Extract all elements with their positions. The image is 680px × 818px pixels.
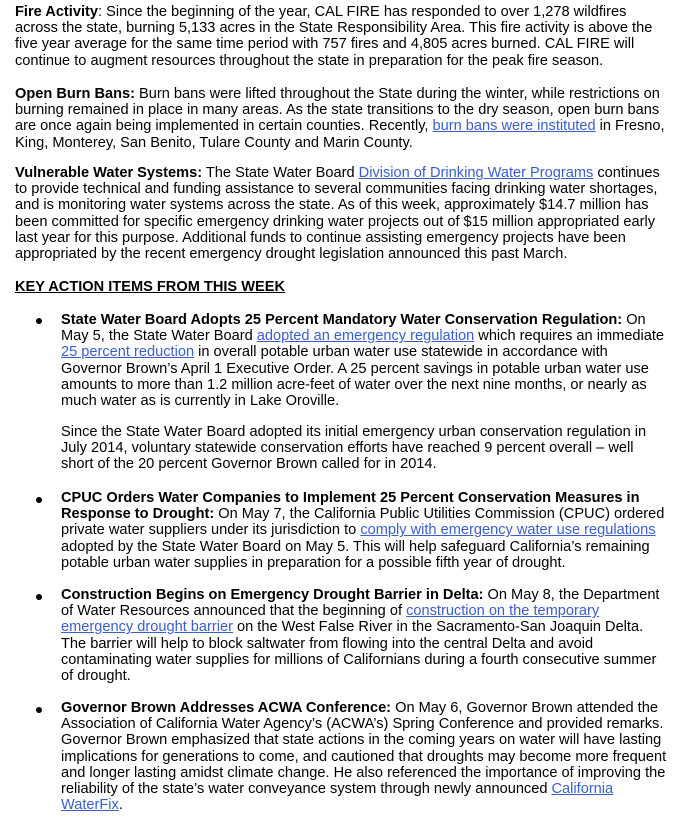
fire-activity-paragraph — [15, 4, 667, 69]
item-text: On May 7, the California Public Utilities Commission (CPUC) ordered private water suppliers under its jurisdiction to — [61, 506, 665, 539]
bullet-icon — [36, 594, 42, 600]
item-text: . — [118, 797, 123, 814]
drinking-water-programs-link[interactable]: Division of Drinking Water Programs — [358, 165, 594, 181]
bullet-icon — [36, 318, 42, 324]
vulnerable-water-text: The State Water Board — [202, 165, 359, 181]
list-item-continuation: Since the State Water Board adopted its initial emergency urban conservation regulation in July 2014, voluntary statewide conservation efforts have reached 9 percent overall – well short of the 20 percent Governor Brown called for in 2014. — [61, 424, 647, 473]
item-text: adopted by the State Water Board on May 5. This will help safeguard California’s remaining potable urban water supplies in preparation for a possible fifth year of drought. — [61, 538, 650, 571]
open-burn-bans-title: Open Burn Bans: — [15, 86, 135, 102]
item-text: On May 5, the State Water Board — [61, 312, 646, 345]
key-action-items-heading: KEY ACTION ITEMS FROM THIS WEEK — [15, 279, 285, 295]
item-text: which requires an immediate — [474, 328, 665, 345]
open-burn-bans-text: Burn bans were lifted throughout the State during the winter, while restrictions on burning remained in place in many areas. As the state transitions to the dry season, open burn bans are once again being implemented in certain counties. Recently, — [15, 86, 660, 135]
item-title: State Water Board Adopts 25 Percent Mandatory Water Conservation Regulation: — [61, 312, 623, 328]
percent-reduction-link[interactable]: 25 percent reduction — [61, 344, 195, 361]
water-use-regulations-link[interactable]: comply with emergency water use regulations — [360, 522, 656, 539]
open-burn-bans-paragraph — [15, 86, 667, 151]
item-text: On May 8, the Department of Water Resources announced that the beginning of — [61, 587, 660, 620]
fire-activity-text: : Since the beginning of the year, CAL FIRE has responded to over 1,278 wildfires across the state, burning 5,133 acres in the State Responsibility Area. This fire activity is above the five year average for the same time period with 757 fires and 4,805 acres burned. CAL FIRE will continue to augment resources throughout the state in preparation for the peak fire season. — [15, 4, 653, 69]
list-item — [61, 312, 667, 409]
california-waterfix-link[interactable]: California WaterFix — [61, 781, 614, 814]
drought-barrier-link[interactable]: construction on the temporary emergency drought barrier — [61, 603, 600, 636]
vulnerable-water-paragraph — [15, 165, 667, 262]
item-text: On May 6, Governor Brown attended the Association of California Water Agency’s (ACWA’s) Spring Conference and provided remarks. Governor Brown emphasized that state actions in the coming years on water will have lasting implications for generations to come, and cautioned that droughts may become more frequent and longer lasting amidst climate change. He also referenced the importance of improving the reliability of the state’s water conveyance system through newly announced — [61, 700, 667, 798]
open-burn-bans-text-end: in Fresno, King, Monterey, San Benito, Tulare County and Marin County. — [15, 118, 665, 151]
vulnerable-water-text-end: continues to provide technical and funding assistance to several communities facing drinking water shortages, and is monitoring water systems across the state. As of this week, approximately $14.7 million has been committed for specific emergency drinking water projects out of $15 million appropriated early last year for this purpose. Additional funds to continue assisting emergency projects have been appropriated by the recent emergency drought legislation announced this past March. — [15, 165, 660, 263]
bullet-icon — [36, 497, 42, 503]
vulnerable-water-title: Vulnerable Water Systems: — [15, 165, 203, 181]
fire-activity-title: Fire Activity — [15, 4, 98, 20]
item-title: Construction Begins on Emergency Drought Barrier in Delta: — [61, 587, 484, 603]
list-item — [61, 587, 667, 684]
burn-bans-link[interactable]: burn bans were instituted — [432, 118, 596, 135]
list-item — [61, 700, 667, 813]
item-title: Governor Brown Addresses ACWA Conference: — [61, 700, 392, 716]
list-item — [61, 490, 667, 571]
item-text: in overall potable urban water use statewide in accordance with Governor Brown’s April 1 Executive Order. A 25 percent savings in potable urban water use amounts to more than 1.2 million acre-feet of water over the next nine months, or nearly as much water as is currently in Lake Oroville. — [61, 344, 649, 410]
item-title: CPUC Orders Water Companies to Implement 25 Percent Conservation Measures in Response to Drought: — [61, 490, 640, 523]
item-text: on the West False River in the Sacramento-San Joaquin Delta. The barrier will help to block saltwater from flowing into the central Delta and avoid contaminating water supplies for millions of Californians during a fourth consecutive summer of drought. — [61, 619, 657, 685]
emergency-regulation-link[interactable]: adopted an emergency regulation — [256, 328, 475, 345]
bullet-icon — [36, 707, 42, 713]
